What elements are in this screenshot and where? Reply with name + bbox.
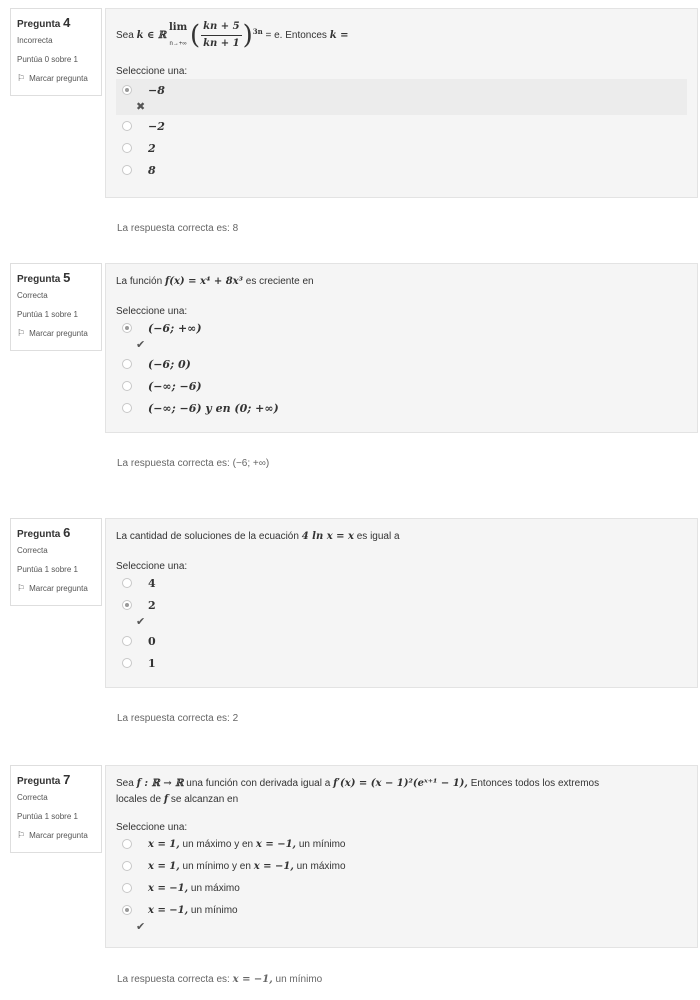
flag-icon: ⚐	[17, 583, 26, 593]
radio-button[interactable]	[122, 381, 132, 391]
select-prompt: Seleccione una:	[116, 306, 188, 317]
question-title: Pregunta 7	[17, 772, 71, 787]
incorrect-icon: ✖	[136, 101, 146, 113]
radio-button[interactable]	[122, 861, 132, 871]
question-info-5	[10, 263, 102, 351]
correct-icon: ✔	[136, 921, 146, 933]
flag-icon: ⚐	[17, 73, 26, 83]
answer-label: 0	[148, 634, 156, 648]
question-title: Pregunta 6	[17, 525, 71, 540]
answer-option[interactable]	[116, 630, 687, 652]
flag-icon: ⚐	[17, 830, 26, 840]
correct-icon: ✔	[136, 339, 146, 351]
question-state: Correcta	[17, 546, 48, 555]
select-prompt: Seleccione una:	[116, 66, 188, 77]
answer-label: (−6; +∞)	[148, 321, 202, 335]
question-formulation-4	[105, 8, 698, 198]
answer-label: 4	[148, 576, 156, 590]
answer-option-selected[interactable]	[116, 899, 687, 935]
question-state: Correcta	[17, 793, 48, 802]
answer-option[interactable]	[116, 353, 687, 375]
answer-label: (−6; 0)	[148, 357, 191, 371]
correct-answer-text: La respuesta correcta es: (−6; +∞)	[117, 458, 270, 469]
answer-label: (−∞; −6) y en (0; +∞)	[148, 401, 279, 415]
radio-button[interactable]	[122, 905, 132, 915]
flag-question-button[interactable]	[17, 73, 95, 84]
radio-button[interactable]	[122, 85, 132, 95]
question-grade: Puntúa 1 sobre 1	[17, 565, 78, 574]
radio-button[interactable]	[122, 883, 132, 893]
flag-question-button[interactable]	[17, 830, 95, 841]
question-info-6	[10, 518, 102, 606]
answer-label: (−∞; −6)	[148, 379, 202, 393]
flag-question-button[interactable]	[17, 583, 95, 594]
flag-label: Marcar pregunta	[29, 831, 88, 840]
answer-label: x = 1, un mínimo y en x = −1, un máximo	[148, 860, 346, 872]
radio-button[interactable]	[122, 165, 132, 175]
radio-button[interactable]	[122, 600, 132, 610]
question-title: Pregunta 5	[17, 270, 71, 285]
radio-button[interactable]	[122, 121, 132, 131]
radio-button[interactable]	[122, 839, 132, 849]
question-state: Incorrecta	[17, 36, 53, 45]
flag-label: Marcar pregunta	[29, 74, 88, 83]
answer-label: 8	[148, 163, 156, 177]
answer-label: x = −1, un máximo	[148, 882, 240, 894]
answer-option[interactable]	[116, 115, 687, 137]
question-grade: Puntúa 1 sobre 1	[17, 812, 78, 821]
radio-button[interactable]	[122, 323, 132, 333]
question-formulation-7	[105, 765, 698, 948]
radio-button[interactable]	[122, 578, 132, 588]
flag-icon: ⚐	[17, 328, 26, 338]
answer-option[interactable]	[116, 855, 687, 877]
radio-button[interactable]	[122, 636, 132, 646]
question-state: Correcta	[17, 291, 48, 300]
question-formulation-5	[105, 263, 698, 433]
answer-option-selected[interactable]	[116, 79, 687, 115]
radio-button[interactable]	[122, 658, 132, 668]
answer-option[interactable]	[116, 159, 687, 181]
question-grade: Puntúa 0 sobre 1	[17, 55, 78, 64]
radio-button[interactable]	[122, 359, 132, 369]
select-prompt: Seleccione una:	[116, 561, 188, 572]
answer-label: x = 1, un máximo y en x = −1, un mínimo	[148, 838, 346, 850]
question-formulation-6	[105, 518, 698, 688]
answer-option[interactable]	[116, 397, 687, 419]
answer-label: 1	[148, 656, 156, 670]
answer-label: −8	[148, 83, 165, 97]
question-title: Pregunta 4	[17, 15, 71, 30]
question-text: Sea f : ℝ → ℝ una función con derivada igual a f′(x) = (x − 1)²(eˣ⁺¹ − 1), Entonces todos los extremos locales de f se alcanzan en	[116, 778, 600, 805]
correct-answer-text: La respuesta correcta es: 8	[117, 223, 239, 234]
select-prompt: Seleccione una:	[116, 822, 188, 833]
question-text: La cantidad de soluciones de la ecuación 4 ln x = x es igual a	[116, 531, 400, 542]
flag-label: Marcar pregunta	[29, 584, 88, 593]
answer-option[interactable]	[116, 375, 687, 397]
answer-option[interactable]	[116, 137, 687, 159]
answer-option[interactable]	[116, 652, 687, 674]
answer-option[interactable]	[116, 833, 687, 855]
question-text: Sea k ∈ ℝ lim n→+∞ ( $\frac{kn + 5}{kn + 1}$ )$^{3n}$ = e. Entonces k =	[116, 20, 349, 51]
question-info-4	[10, 8, 102, 96]
answer-option-selected[interactable]	[116, 317, 687, 353]
answer-label: 2	[148, 598, 156, 612]
answer-option[interactable]	[116, 877, 687, 899]
answer-label: −2	[148, 119, 165, 133]
answer-option-selected[interactable]	[116, 594, 687, 630]
answer-label: x = −1, un mínimo	[148, 904, 238, 916]
radio-button[interactable]	[122, 403, 132, 413]
question-info-7	[10, 765, 102, 853]
correct-answer-text: La respuesta correcta es: 2	[117, 713, 239, 724]
answer-label: 2	[148, 141, 156, 155]
flag-label: Marcar pregunta	[29, 329, 88, 338]
question-text: La función f(x) = x⁴ + 8x³ es creciente en	[116, 276, 314, 287]
radio-button[interactable]	[122, 143, 132, 153]
correct-icon: ✔	[136, 616, 146, 628]
answer-option[interactable]	[116, 572, 687, 594]
correct-answer-text: La respuesta correcta es: x = −1, un mínimo	[117, 974, 323, 985]
flag-question-button[interactable]	[17, 328, 95, 339]
question-grade: Puntúa 1 sobre 1	[17, 310, 78, 319]
